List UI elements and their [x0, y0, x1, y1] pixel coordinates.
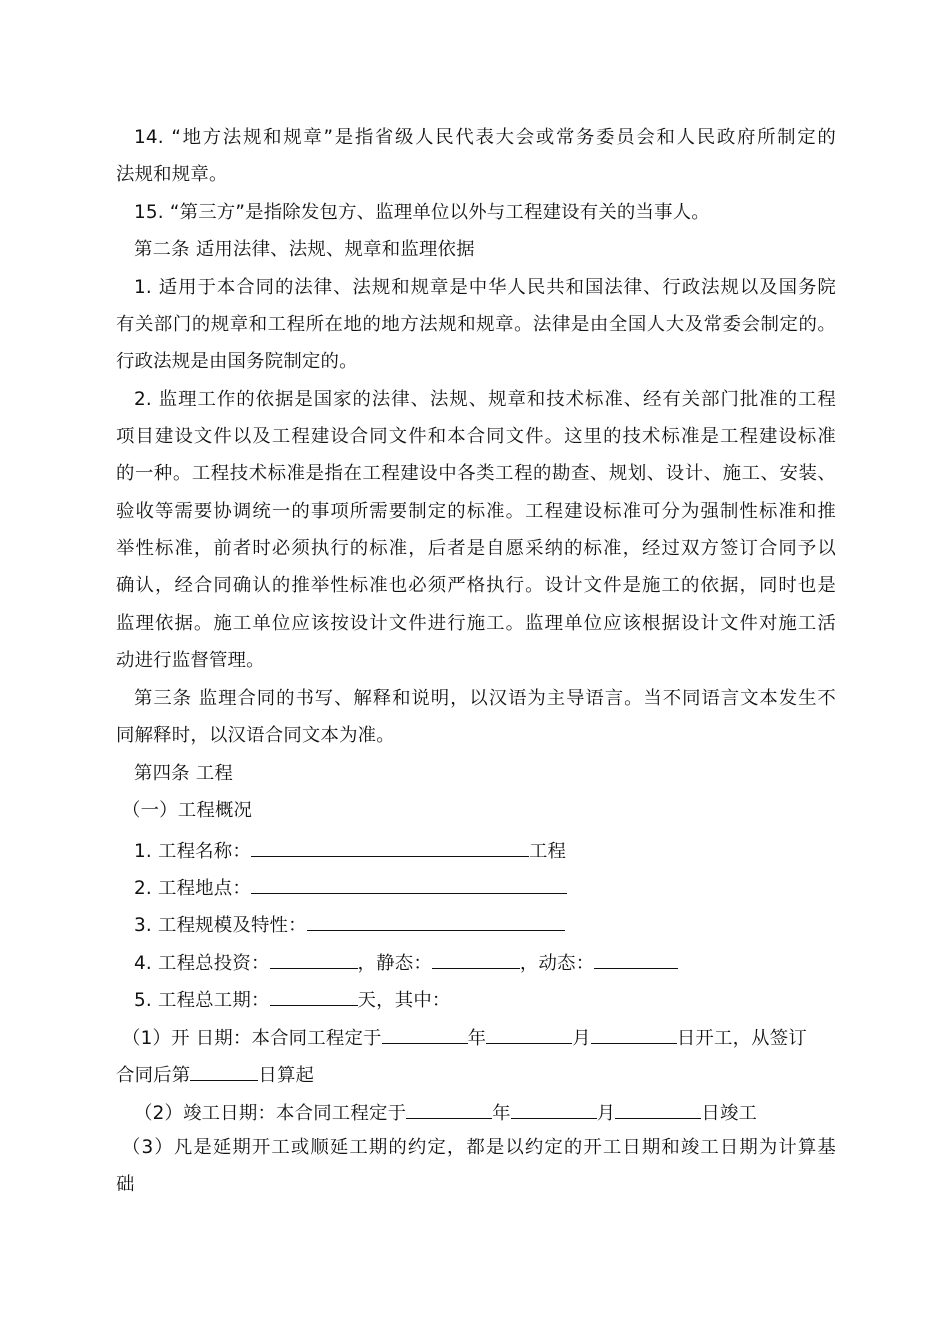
completion-date-label: （2）竣工日期：本合同工程定于: [134, 1103, 407, 1124]
project-scale-row: [134, 911, 854, 935]
completion-year-blank[interactable]: [406, 1099, 492, 1119]
project-location-row: [134, 874, 854, 898]
start-month-label: 月: [572, 1028, 591, 1049]
art2-item2-line-2: 项目建设文件以及工程建设合同文件和本合同文件。这里的技术标准是工程建设标准: [116, 426, 836, 447]
project-name-row: [134, 837, 854, 861]
project-name-blank[interactable]: [251, 837, 529, 857]
total-duration-blank[interactable]: [270, 986, 358, 1006]
start-date-row-2: [116, 1061, 836, 1085]
total-investment-blank[interactable]: [270, 949, 358, 969]
art2-item1-line-2: 有关部门的规章和工程所在地的地方法规和规章。法律是由全国人大及常委会制定的。: [116, 314, 836, 335]
project-location-blank[interactable]: [251, 874, 567, 894]
para-14-line-1: 14. “地方法规和规章”是指省级人民代表大会或常务委员会和人民政府所制定的: [134, 127, 836, 148]
start-year-label: 年: [467, 1028, 487, 1049]
total-duration-suffix: 天，其中：: [357, 990, 451, 1011]
section-1-heading: （一）工程概况: [122, 800, 253, 821]
completion-year-label: 年: [492, 1103, 511, 1124]
para-15: 15. “第三方”是指除发包方、监理单位以外与工程建设有关的当事人。: [134, 202, 710, 223]
art2-item2-line-5: 举性标准，前者时必须执行的标准，后者是自愿采纳的标准，经过双方签订合同予以: [116, 538, 836, 559]
start-month-blank[interactable]: [486, 1024, 572, 1044]
start-day-label: 日开工，从签订: [676, 1028, 807, 1049]
total-investment-row: [134, 949, 854, 973]
days-after-signing-suffix: 日算起: [258, 1065, 315, 1086]
start-date-label: （1）开 日期：本合同工程定于: [122, 1028, 382, 1049]
completion-date-row: [134, 1099, 854, 1123]
extension-clause-line-1: （3）凡是延期开工或顺延工期的约定，都是以约定的开工日期和竣工日期为计算基: [122, 1137, 836, 1158]
art2-item2-line-1: 2. 监理工作的依据是国家的法律、法规、规章和技术标准、经有关部门批准的工程: [134, 389, 836, 410]
start-year-blank[interactable]: [382, 1024, 468, 1044]
article-4-heading: 第四条 工程: [134, 763, 233, 784]
dynamic-blank[interactable]: [594, 949, 678, 969]
total-investment-label: 4. 工程总投资：: [134, 953, 270, 974]
art2-item1-line-1: 1. 适用于本合同的法律、法规和规章是中华人民共和国法律、行政法规以及国务院: [134, 277, 836, 298]
total-duration-label: 5. 工程总工期：: [134, 990, 270, 1011]
article-3-line-1: 第三条 监理合同的书写、解释和说明，以汉语为主导语言。当不同语言文本发生不: [134, 688, 836, 709]
start-day-blank[interactable]: [591, 1024, 677, 1044]
project-location-label: 2. 工程地点：: [134, 878, 251, 899]
days-after-signing-blank[interactable]: [190, 1061, 258, 1081]
start-date-row: [122, 1024, 842, 1048]
para-14-line-2: 法规和规章。: [116, 164, 228, 185]
project-scale-label: 3. 工程规模及特性：: [134, 915, 307, 936]
art2-item2-line-3: 的一种。工程技术标准是指在工程建设中各类工程的勘查、规划、设计、施工、安装、: [116, 463, 836, 484]
art2-item2-line-7: 监理依据。施工单位应该按设计文件进行施工。监理单位应该根据设计文件对施工活: [116, 613, 836, 634]
art2-item2-line-6: 确认，经合同确认的推举性标准也必须严格执行。设计文件是施工的依据，同时也是: [116, 575, 836, 596]
completion-month-blank[interactable]: [511, 1099, 597, 1119]
project-scale-blank[interactable]: [307, 911, 565, 931]
dynamic-label: ，动态：: [519, 953, 595, 974]
completion-month-label: 月: [596, 1103, 616, 1124]
project-name-label: 1. 工程名称：: [134, 841, 251, 862]
static-label: ，静态：: [357, 953, 432, 974]
days-after-signing-label: 合同后第: [116, 1065, 191, 1086]
extension-clause-line-2: 础: [116, 1174, 135, 1195]
art2-item1-line-3: 行政法规是由国务院制定的。: [116, 351, 358, 372]
article-3-line-2: 同解释时，以汉语合同文本为准。: [116, 725, 395, 746]
completion-day-label: 日竣工: [701, 1103, 758, 1124]
project-name-suffix: 工程: [528, 841, 567, 862]
article-2-heading: 第二条 适用法律、法规、规章和监理依据: [134, 239, 475, 260]
art2-item2-line-8: 动进行监督管理。: [116, 650, 265, 671]
static-blank[interactable]: [432, 949, 520, 969]
total-duration-row: [134, 986, 854, 1010]
completion-day-blank[interactable]: [615, 1099, 701, 1119]
art2-item2-line-4: 验收等需要协调统一的事项所需要制定的标准。工程建设标准可分为强制性标准和推: [116, 501, 836, 522]
